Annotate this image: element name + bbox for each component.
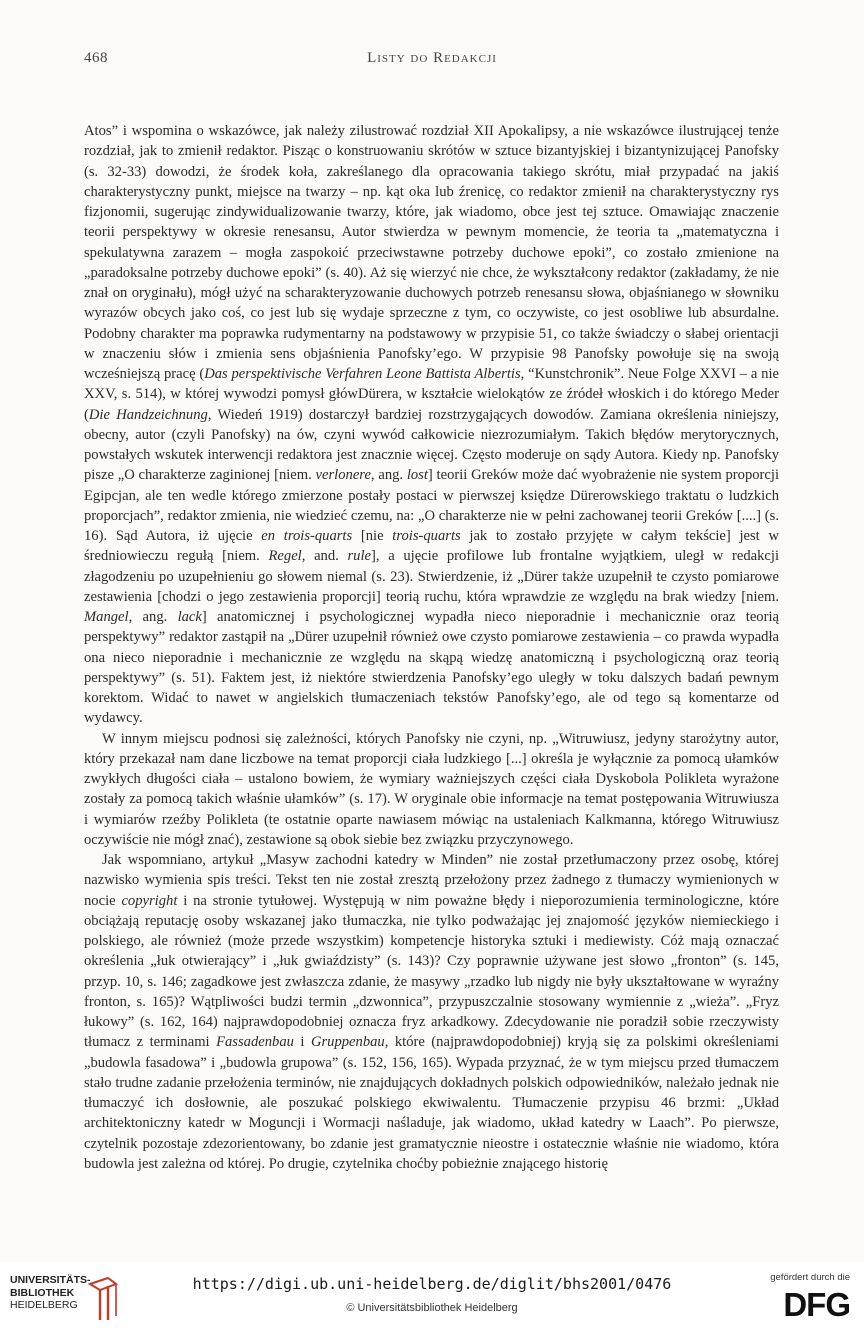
library-name-line3: HEIDELBERG (10, 1299, 78, 1311)
italic-term: en trois-quarts (261, 528, 353, 544)
library-name-line1: UNIVERSITÄTS- (10, 1274, 91, 1286)
funder-caption: gefördert durch die (770, 1272, 850, 1283)
permalink-url[interactable]: https://digi.ub.uni-heidelberg.de/diglit/bhs2001/0476 (192, 1275, 672, 1293)
paragraph-1: Atos” i wspomina o wskazówce, jak należy zilustrować rozdział XII Apokalipsy, a nie wskazówce ilustrującej tenże rozdział, jak to zmienił redaktor. Pisząc o konstruowaniu skrótów w sztuce bizantyjskiej i bizantynizującej Panofsky (s. 32-33) dowodzi, że środek koła, zakreślanego dla opracowania takiego skrótu, miał przypadać na jakiś charakterystyczny punkt, miejsce na twarzy – np. kąt oka lub źrenicę, co redaktor zmienił na charakterystyczny rys fizjonomii, sugerując zindywidualizowanie twarzy, które, jak wiadomo, obce jest tej sztuce. Omawiając znaczenie teorii perspektywy w okresie renesansu, Autor stwierdza w pewnym momencie, że teoria ta „matematyczna i spekulatywna zarazem – mogła zaspokoić przeciwstawne potrzeby duchowe epoki”, co zostało zmienione na „paradoksalne potrzeby duchowe epoki” (s. 40). Aż się wierzyć nie chce, że wykształcony redaktor (zakładamy, że nie znał on oryginału), mógł użyć na scharakteryzowanie duchowych potrzeb renesansu słowa, objaśnianego w słowniku wyrazów obcych jako coś, co jest lub się wydaje sprzeczne z tym, co oczywiste, co jest osobliwe lub absurdalne. Podobny charakter ma poprawka rudymentarny na podstawowy w przypisie 51, co także świadczy o słabej orientacji w znaczeniu słów i zmienia sens objaśnienia Panofsky’ego. W przypisie 98 Panofsky powołuje się na swoją wcześniejszą pracę (Das perspektivische Verfahren Leone Battista Albertis, “Kunstchronik”. Neue Folge XXVI – a nie XXV, s. 514), w której wywodzi pomysł główDürera, w kształcie wielokątów ze źródeł włoskich i do którego Meder (Die Handzeichnung, Wiedeń 1919) dostarczył bardziej rozstrzygających dowodów. Zamiana określenia niniejszy, obecny, autor (czyli Panofsky) na ów, czyni wywód całkowicie niezrozumiałym. Takich błędów merytorycznych, powstałych wskutek interwencji redaktora jest znacznie więcej. Często moderuje on sądy Autora. Kiedy np. Panofsky pisze „O charakterze zaginionej [niem. verlonere, ang. lost] teorii Greków może dać wyobrażenie nie system proporcji Egipcjan, ale ten wedle którego zmierzone postały postaci w pierwszej księdze Dürerowskiego traktatu o ludzkich proporcjach”, redaktor zmienia, nie wiedzieć czemu, na: „O charakterze nie w pełni zachowanej teorii Greków [....] (s. 16). Sąd Autora, iż ujęcie en trois-quarts [nie trois-quarts jak to zostało przyjęte w całym tekście] jest w średniowieczu regułą [niem. Regel, and. rule], a ujęcie profilowe lub frontalne wyjątkiem, uległ w redakcji złagodzeniu po uzupełnieniu go słowem niemal (s. 23). Stwierdzenie, iż „Dürer także uzupełnił te czysto pomiarowe zestawienia [chodzi o jego zestawienia proporcji] teorią ruchu, która wprawdzie ze względu na brak wiedzy [niem. Mangel, ang. lack] anatomicznej i psychologicznej wypadła nieco nieporadnie i mechanicznie oraz teorią perspektywy” redaktor zastąpił na „Dürer uzupełnił również owe czysto pomiarowe zestawienia – co prawda wypadła ona nieco nieporadnie i mechanicznie ze względu na skąpą wiedzę anatomiczną i psychologiczną oraz teorią perspektywy” (s. 51). Faktem jest, iż niektóre stwierdzenia Panofsky’ego uległy w toku dalszych badań pewnym korektom. Widać to nawet w angielskich tłumaczeniach tekstów Panofsky’ego, ale od tego są komentarze od wydawcy. (84, 123, 780, 727)
paragraph-3: Jak wspomniano, artykuł „Masyw zachodni katedry w Minden” nie został przetłumaczony przez osobę, której nazwisko wymienia spis treści. Tekst ten nie został zresztą przełożony przez żadnego z tłumaczy wymienionych w nocie copyright i na stronie tytułowej. Występują w nim poważne błędy i nieporozumienia terminologiczne, które obciążają reputację osoby wskazanej jako tłumaczka, nie tylko podważając jej znajomość języków niemieckiego i polskiego, ale również (może przede wszystkim) kompetencje historyka sztuki i mediewisty. Cóż mają oznaczać określenia „łuk otwierający” i „łuk gwiaździsty” (s. 143)? Czy poprawnie używane jest słowo „fronton” (s. 145, przyp. 10, s. 146; zagadkowe jest zwłaszcza zdanie, że masywy „rzadko lub nigdy nie były ukształtowane w wyraźny fronton, s. 165)? Wątpliwości budzi termin „dzwonnica”, przypuszczalnie stosowany wymiennie z „wieża”. „Fryz łukowy” (s. 162, 164) najprawdopodobniej oznacza fryz arkadkowy. Zdecydowanie nie poradził sobie rzeczywisty tłumacz z terminami Fassadenbau i Gruppenbau, które (najprawdopodobniej) kryją się za polskimi określeniami „budowla fasadowa” i „budowla grupowa” (s. 152, 156, 165). Wypada przyznać, że w tym miejscu przed tłumaczem stało trudne zadanie przełożenia terminów, nie znajdujących dokładnych polskich odpowiedników, należało jednak nie tłumaczyć ich dosłownie, ale poszukać polskiego ekwiwalentu. Tłumaczenie przypisu 46 brzmi: „Układ architektoniczny katedr w Moguncji i Wormacji naśladuje, jak wiadomo, układ katedry w Laach”. Po pierwsze, czytelnik pozostaje zdezorientowany, bo zdanie jest gramatycznie nieostre i ostatecznie właśnie nie wiadomo, która budowla jest zależna od której. Po drugie, czytelnika choćby pobieżnie znającego historię (84, 852, 779, 1172)
footer-bar (0, 1262, 864, 1330)
italic-term: Das perspektivische Verfahren Leone Battista Albertis (204, 366, 521, 382)
page-number: 468 (84, 50, 108, 66)
copyright-notice: © Universitätsbibliothek Heidelberg (346, 1302, 518, 1314)
italic-term: rule (347, 548, 371, 565)
running-title: Listy do Redakcji (367, 50, 497, 66)
italic-term: copyright (121, 892, 178, 909)
italic-term: Gruppenbau (310, 1034, 385, 1051)
italic-term: Mangel (84, 609, 129, 625)
italic-term: Die Handzeichnung (88, 406, 208, 423)
italic-term: lost (406, 467, 428, 484)
italic-term: verlonere (315, 467, 371, 484)
funder-badge[interactable] (766, 1272, 850, 1324)
italic-term: trois-quarts (392, 528, 461, 544)
dfg-logo: DFG (783, 1286, 850, 1323)
paragraph-2: W innym miejscu podnosi się zależności, których Panofsky nie czyni, np. „Witruwiusz, jedyny starożytny autor, który przekazał nam dane liczbowe na temat proporcji ciała ludzkiego [...] określa je wyłącznie za pomocą ułamków zwykłych długości ciała – ustalono bowiem, że wymiary ważniejszych części ciała Dyskobola Polikleta wyrażone zostały za pomocą takich właśnie ułamków” (s. 17). W oryginale obie informacje na temat postępowania Witruwiusza i wymiarów rzeźby Polikleta (te ostatnie oparte nawiasem mówiąc na ustaleniach Kalkmanna, którego Witruwiusz oczywiście nie mógł znać), zestawione są obok siebie bez związku przyczynowego. (84, 730, 779, 848)
italic-term: Fassadenbau (216, 1034, 294, 1051)
article-body (84, 121, 779, 1174)
library-name-line2: BIBLIOTHEK (10, 1286, 75, 1299)
running-head (84, 50, 780, 70)
italic-term: Regel (268, 548, 302, 565)
italic-term: lack (177, 609, 202, 625)
